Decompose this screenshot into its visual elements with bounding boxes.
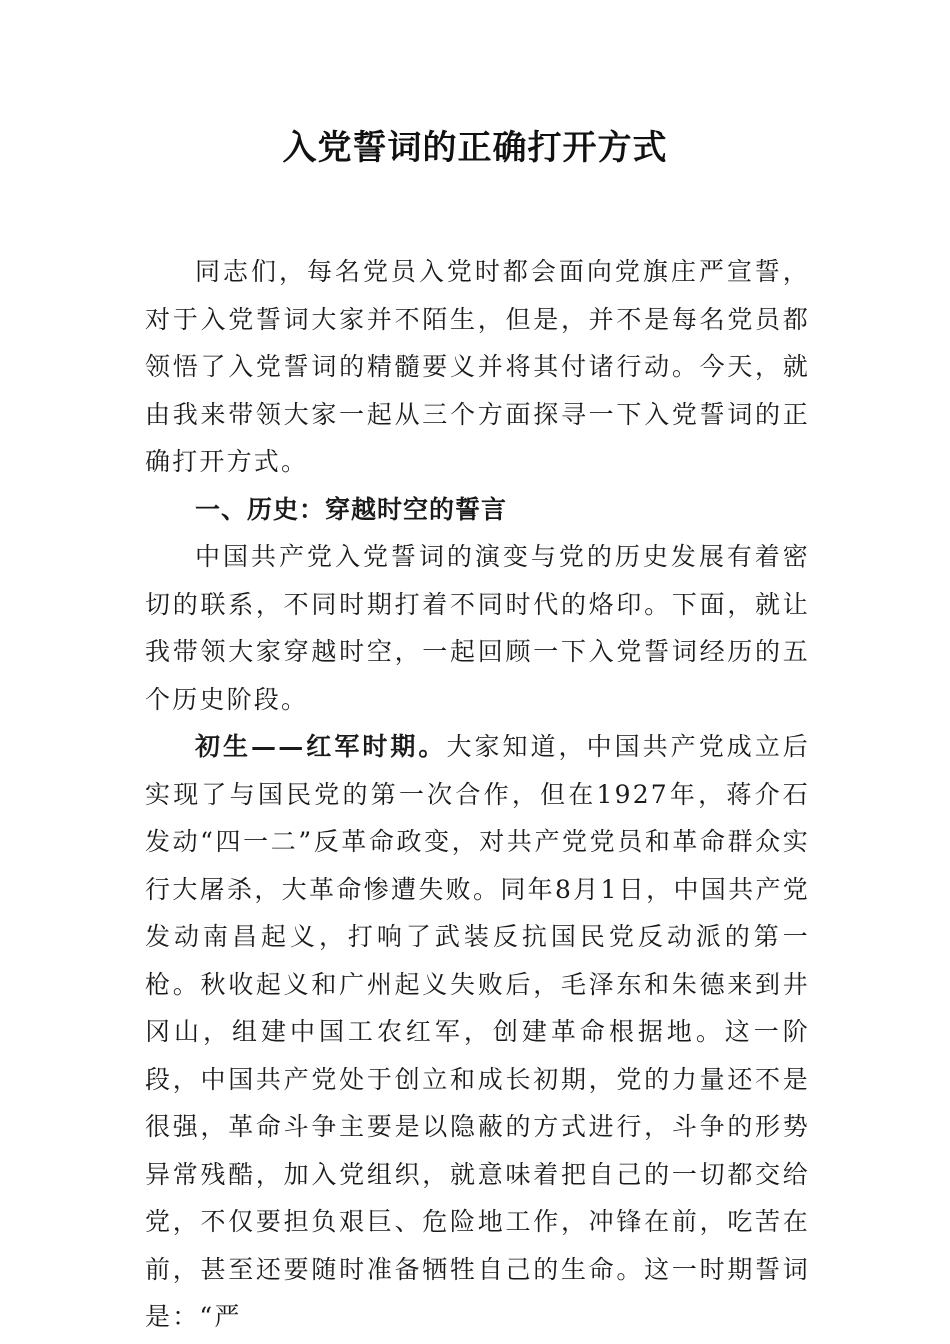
document-title: 入党誓词的正确打开方式 bbox=[282, 128, 668, 168]
document-body bbox=[145, 248, 810, 1341]
intro-paragraph: 同志们，每名党员入党时都会面向党旗庄严宣誓，对于入党誓词大家并不陌生，但是，并不是每名党员都领悟了入党誓词的精髓要义并将其付诸行动。今天，就由我来带领大家一起从三个方面探寻一下入党誓词的正确打开方式。 bbox=[145, 257, 810, 476]
section-paragraph-era bbox=[145, 723, 810, 1341]
section-heading: 一、历史：穿越时空的誓言 bbox=[195, 494, 508, 524]
section-paragraph: 中国共产党入党誓词的演变与党的历史发展有着密切的联系，不同时期打着不同时代的烙印。下面，就让我带领大家穿越时空，一起回顾一下入党誓词经历的五个历史阶段。 bbox=[145, 542, 810, 714]
era-text: 大家知道，中国共产党成立后实现了与国民党的第一次合作，但在1927年，蒋介石发动“四一二”反革命政变，对共产党党员和革命群众实行大屠杀，大革命惨遭失败。同年8月1日，中国共产党发动南昌起义，打响了武装反抗国民党反动派的第一枪。秋收起义和广州起义失败后，毛泽东和朱德来到井冈山，组建中国工农红军，创建革命根据地。这一阶段，中国共产党处于创立和成长初期，党的力量还不是很强，革命斗争主要是以隐蔽的方式进行，斗争的形势异常残酷，加入党组织，就意味着把自己的一切都交给党，不仅要担负艰巨、危险地工作，冲锋在前，吃苦在前，甚至还要随时准备牺牲自己的生命。这一时期誓词是：“严 bbox=[145, 732, 810, 1331]
era-lead: 初生——红军时期。 bbox=[195, 732, 447, 761]
